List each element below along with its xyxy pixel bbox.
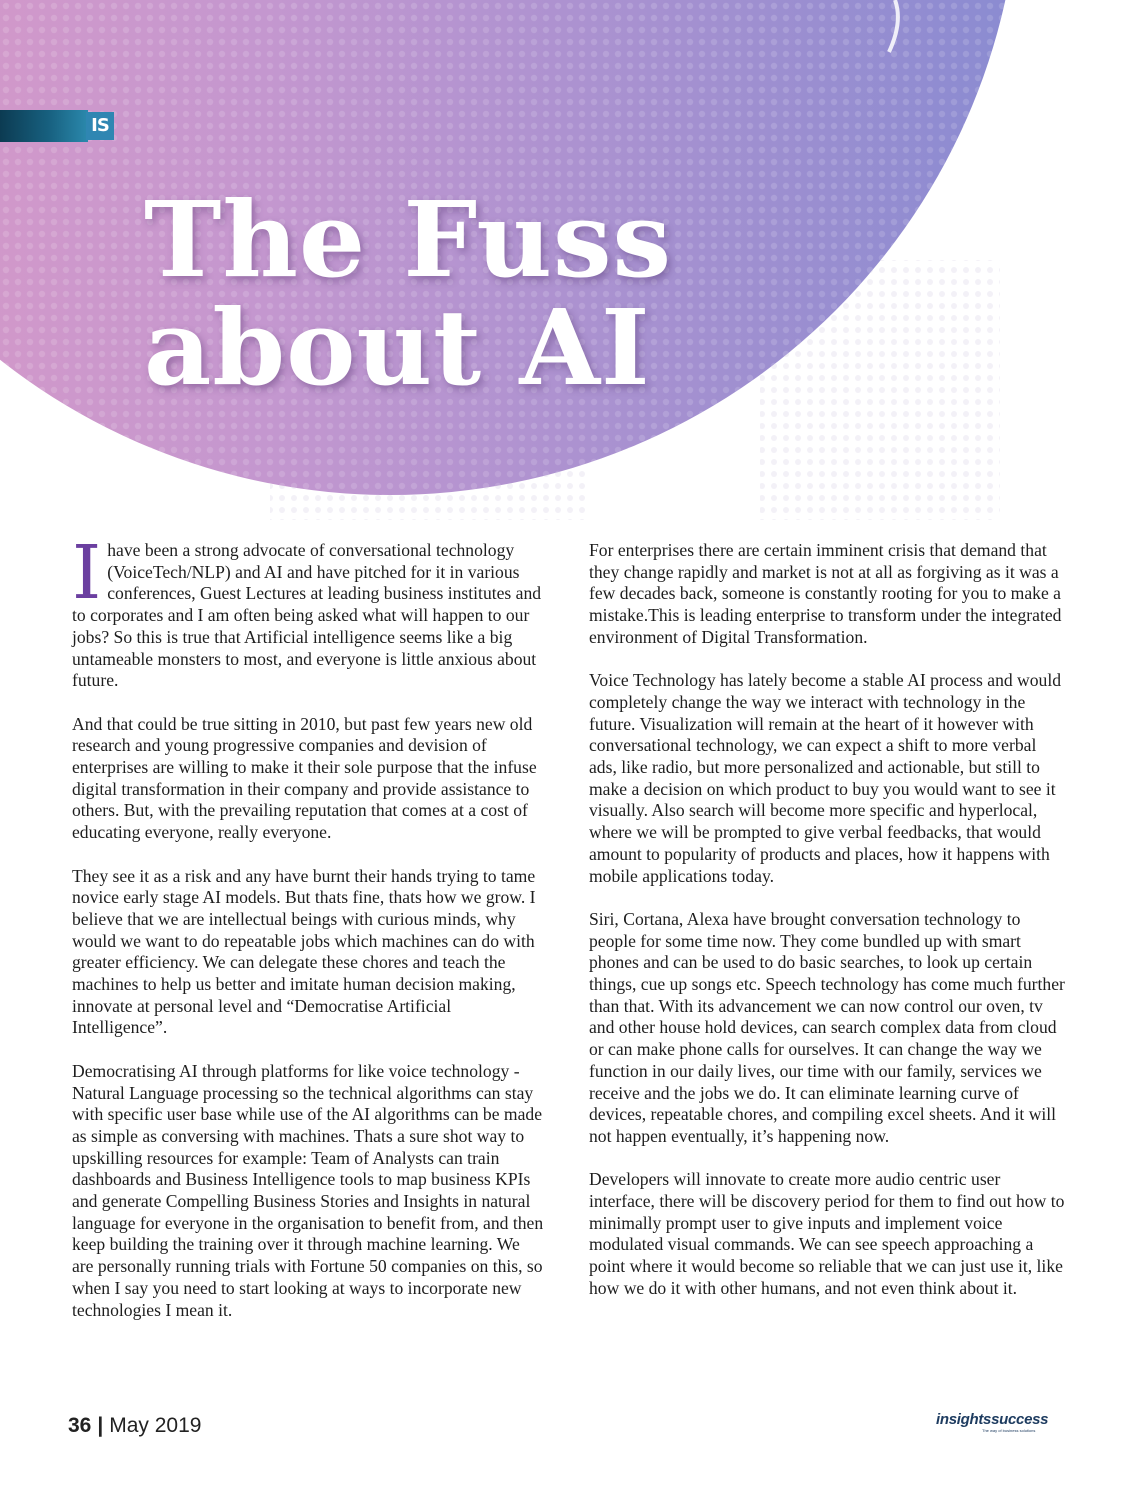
paragraph: Democratising AI through platforms for like voice technology - Natural Language processing so the technical algorithms can stay with specific user base while use of the AI algorithms can be made as simple as conversing with machines. Thats a sure shot way to upskilling resources for example: Team of Analysts can train dashboards and Business Intelligence tools to map business KPIs and generate Compelling Business Stories and Insights in natural language for everyone in the organisation to benefit from, and then keep building the training over it through machine learning. We are personally running trials with Fortune 50 companies on this, so when I say you need to start looking at ways to incorporate new technologies I mean it.	[72, 1060, 544, 1320]
title-line-2: about AI	[144, 286, 651, 409]
section-tab-bar	[0, 110, 88, 142]
paragraph: They see it as a risk and any have burnt their hands trying to tame novice early stage AI models. But thats fine, thats how we grow. I believe that we are intellectual beings with curious minds, why would we want to do repeatable jobs which machines can do with greater efficiency. We can delegate these chores and teach the machines to help us better and imitate human decision making, innovate at personal level and “Democratise Artificial Intelligence”.	[72, 865, 536, 1038]
paragraph: And that could be true sitting in 2010, but past few years new old research and young progressive companies and devision of enterprises are willing to make it their sole purpose that the infuse digital transformation in their company and provide assistance to others. But, with the prevailing reputation that comes at a cost of educating everyone, really everyone.	[72, 713, 537, 843]
footer-separator: |	[97, 1414, 104, 1437]
title-line-1: The Fuss	[144, 178, 673, 301]
brand-logo	[936, 1411, 1049, 1441]
brand-tagline: The way of business solutions	[982, 1428, 1036, 1433]
paragraph: Developers will innovate to create more audio centric user interface, there will be discovery period for them to find out how to minimally prompt user to give inputs and implement voice modulated visual commands. We can see speech approaching a point where it would become so reliable that we can just use it, like how we do it with other humans, and not even think about it.	[589, 1169, 1065, 1298]
section-logo-icon: IS	[86, 112, 114, 140]
page-number: 36	[68, 1414, 92, 1437]
drop-cap: I	[72, 530, 102, 616]
brand-name: insightssuccess	[936, 1411, 1049, 1428]
issue-date: May 2019	[109, 1414, 202, 1437]
paragraph-text: have been a strong advocate of conversational technology (VoiceTech/NLP) and AI and have pitched for it in various conferences, Guest Lectures at leading business institutes and to corporates and I am often being asked what will happen to our jobs? So this is true that Artificial intelligence seems like a big untameable monsters to most, and everyone is little anxious about future.	[72, 540, 542, 691]
paragraph: For enterprises there are certain imminent crisis that demand that they change rapidly and market is not at all as forgiving as it was a few decades back, someone is constantly rooting for you to make a mistake.This is leading enterprise to transform under the integrated environment of Digital Transformation.	[589, 540, 1062, 647]
paragraph: Voice Technology has lately become a stable AI process and would completely change the way we interact with technology in the future. Visualization will remain at the heart of it however with conversational technology, we can expect a shift to more verbal ads, like radio, but more personalized and actionable, but still to make a decision on which product to buy you would want to see it visually. Also search will become more specific and hyperlocal, where we will be prompted to give verbal feedbacks, that would amount to popularity of products and places, how it happens with mobile applications today.	[589, 670, 1062, 886]
article-title	[144, 178, 673, 409]
article-right-column	[589, 540, 1067, 1321]
paragraph: Siri, Cortana, Alexa have brought conversation technology to people for some time now. They come bundled up with smart phones and can be used to do basic searches, to look up certain things, cue up songs etc. Speech technology has come much further than that. With its advancement we can now control our oven, tv and other house hold devices, can search complex data from cloud or can make phone calls for ourselves. It can change the way we function in our daily lives, our time with our family, services we receive and the jobs we do. It can eliminate learning curve of devices, repeatable chores, and compiling excel sheets. And it will not happen eventually, it’s happening now.	[589, 908, 1065, 1146]
paragraph	[72, 530, 544, 692]
page-footer	[68, 1414, 201, 1438]
article-left-column	[72, 530, 544, 1343]
